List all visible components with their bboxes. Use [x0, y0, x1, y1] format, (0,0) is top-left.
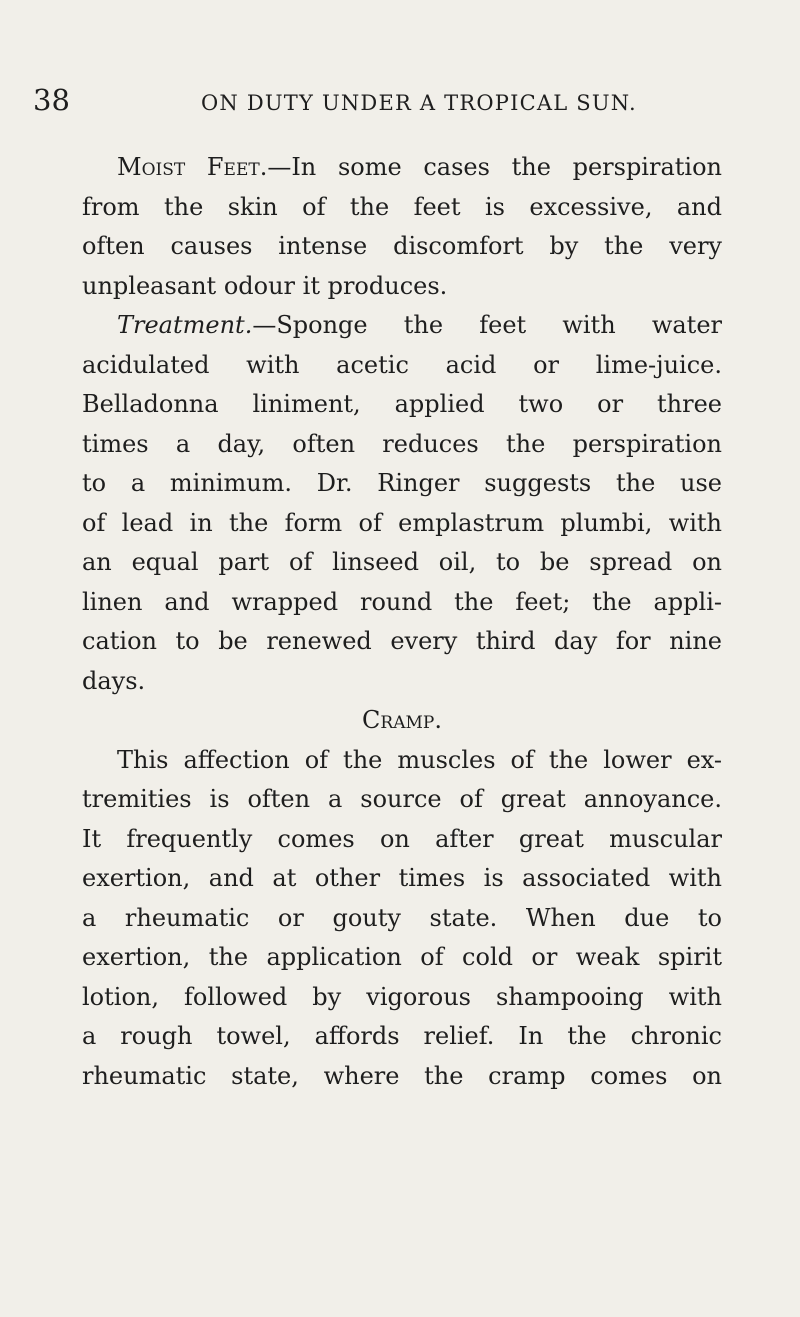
paragraph-moist-feet-line — [82, 148, 722, 188]
text-line: often causes intense discomfort by the very — [82, 232, 722, 260]
text-line: unpleasant odour it produces. — [82, 271, 448, 300]
text-line: rheumatic state, where the cramp comes on — [82, 1061, 722, 1090]
text-line: to a minimum. Dr. Ringer suggests the use — [82, 469, 722, 497]
running-title: ON DUTY UNDER A TROPICAL SUN. — [201, 91, 637, 115]
text-line: —Sponge the feet with water — [252, 311, 722, 339]
text-line: It frequently comes on after great muscular — [82, 824, 722, 853]
text-line: exertion, the application of cold or weak spirit — [82, 943, 722, 971]
text-line: linen and wrapped round the feet; the appli- — [82, 587, 722, 616]
text-line: tremities is often a source of great annoyance. — [82, 785, 722, 813]
text-line: times a day, often reduces the perspiration — [82, 429, 722, 458]
text-line: a rheumatic or gouty state. When due to — [82, 903, 722, 932]
text-line: days. — [82, 666, 146, 695]
text-line: Belladonna liniment, applied two or three — [82, 390, 722, 418]
text-line: acidulated with acetic acid or lime-juice. — [82, 350, 722, 379]
text-line: lotion, followed by vigorous shampooing with — [82, 982, 722, 1011]
text-line: of lead in the form of emplastrum plumbi, with — [82, 508, 722, 537]
text-line: exertion, and at other times is associated with — [82, 864, 722, 892]
body-text — [82, 148, 722, 1096]
text-line: an equal part of linseed oil, to be spread on — [82, 548, 722, 576]
running-head — [33, 82, 733, 122]
text-line: cation to be renewed every third day for nine — [82, 627, 722, 655]
page-number: 38 — [33, 83, 70, 117]
text-line: a rough towel, affords relief. In the chronic — [82, 1022, 722, 1050]
treatment-label: Treatment. — [117, 311, 253, 339]
paragraph-treatment-line — [82, 306, 722, 346]
text-line: —In some cases the perspiration — [267, 153, 722, 181]
section-heading-moist-feet: Moist Feet. — [117, 153, 268, 181]
section-heading-cramp: Cramp. — [362, 706, 442, 734]
text-line: This affection of the muscles of the lower ex- — [117, 745, 722, 774]
text-line: from the skin of the feet is excessive, and — [82, 192, 722, 221]
